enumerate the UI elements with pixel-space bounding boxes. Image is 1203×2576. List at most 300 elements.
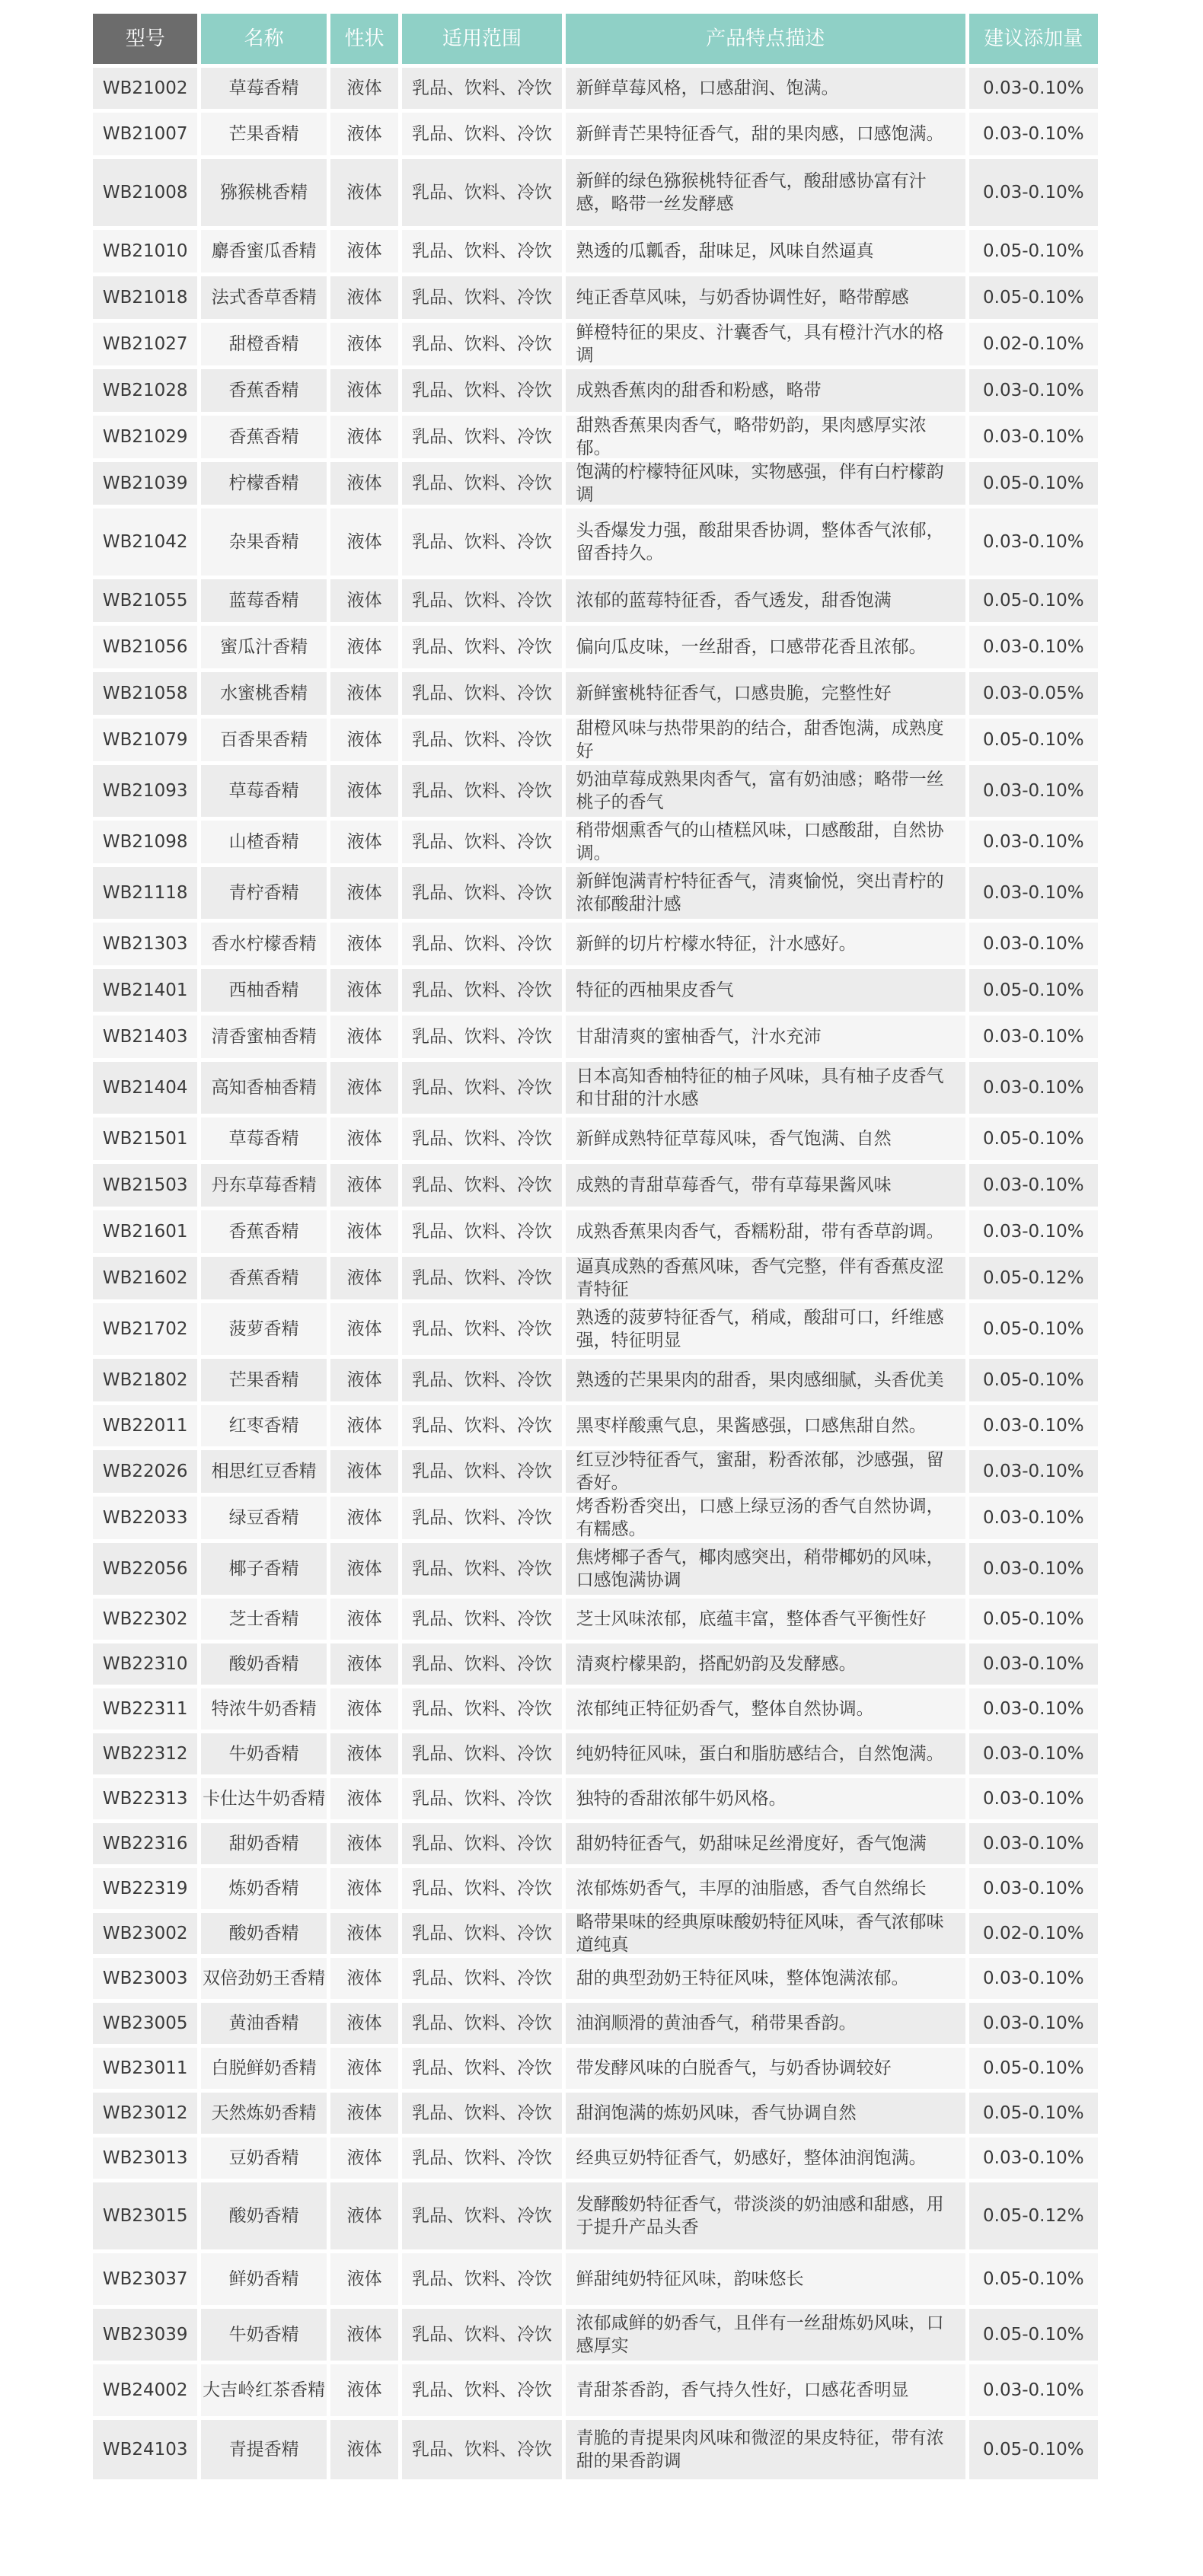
table-row bbox=[93, 1688, 1098, 1730]
cell-model: WB23003 bbox=[93, 1958, 197, 1999]
table-header bbox=[93, 14, 1098, 64]
cell-scope: 乳品、饮料、冷饮 bbox=[402, 2048, 561, 2089]
cell-description: 新鲜蜜桃特征香气，口感贵脆，完整性好 bbox=[566, 672, 965, 715]
cell-state: 液体 bbox=[330, 323, 399, 365]
cell-name: 香水柠檬香精 bbox=[201, 923, 326, 965]
cell-description: 芝士风味浓郁，底蕴丰富，整体香气平衡性好 bbox=[566, 1599, 965, 1640]
cell-description: 新鲜的绿色猕猴桃特征香气，酸甜感协富有汁感，略带一丝发酵感 bbox=[566, 159, 965, 226]
cell-dosage: 0.03-0.10% bbox=[969, 113, 1098, 155]
cell-description: 新鲜成熟特征草莓风味，香气饱满、自然 bbox=[566, 1117, 965, 1160]
cell-model: WB21042 bbox=[93, 509, 197, 575]
table-row bbox=[93, 969, 1098, 1012]
cell-description: 甜奶特征香气，奶甜味足丝滑度好，香气饱满 bbox=[566, 1823, 965, 1864]
table-body bbox=[93, 68, 1098, 2479]
cell-scope: 乳品、饮料、冷饮 bbox=[402, 1210, 561, 1253]
cell-state: 液体 bbox=[330, 1543, 399, 1595]
cell-model: WB21601 bbox=[93, 1210, 197, 1253]
cell-scope: 乳品、饮料、冷饮 bbox=[402, 1643, 561, 1685]
cell-description: 黑枣样酸熏气息，果酱感强，口感焦甜自然。 bbox=[566, 1405, 965, 1446]
cell-state: 液体 bbox=[330, 159, 399, 226]
cell-description: 成熟香蕉肉的甜香和粉感，略带 bbox=[566, 369, 965, 412]
cell-dosage: 0.05-0.10% bbox=[969, 969, 1098, 1012]
cell-state: 液体 bbox=[330, 230, 399, 273]
cell-dosage: 0.03-0.10% bbox=[969, 509, 1098, 575]
header-dosage: 建议添加量 bbox=[969, 14, 1098, 64]
cell-name: 白脱鲜奶香精 bbox=[201, 2048, 326, 2089]
cell-model: WB22312 bbox=[93, 1733, 197, 1774]
table-row bbox=[93, 1257, 1098, 1299]
cell-scope: 乳品、饮料、冷饮 bbox=[402, 416, 561, 458]
table-row bbox=[93, 276, 1098, 319]
cell-dosage: 0.03-0.10% bbox=[969, 416, 1098, 458]
cell-dosage: 0.03-0.10% bbox=[969, 2364, 1098, 2416]
cell-name: 芝士香精 bbox=[201, 1599, 326, 1640]
cell-description: 浓郁纯正特征奶香气，整体自然协调。 bbox=[566, 1688, 965, 1730]
cell-scope: 乳品、饮料、冷饮 bbox=[402, 765, 561, 817]
cell-state: 液体 bbox=[330, 672, 399, 715]
cell-scope: 乳品、饮料、冷饮 bbox=[402, 1958, 561, 1999]
cell-name: 西柚香精 bbox=[201, 969, 326, 1012]
table-row bbox=[93, 2003, 1098, 2044]
table-row bbox=[93, 1913, 1098, 1954]
cell-name: 特浓牛奶香精 bbox=[201, 1688, 326, 1730]
cell-description: 甜润饱满的炼奶风味，香气协调自然 bbox=[566, 2093, 965, 2134]
cell-dosage: 0.03-0.05% bbox=[969, 672, 1098, 715]
cell-name: 牛奶香精 bbox=[201, 2309, 326, 2361]
table-row bbox=[93, 2048, 1098, 2089]
cell-description: 熟透的瓜瓤香，甜味足，风味自然逼真 bbox=[566, 230, 965, 273]
cell-dosage: 0.05-0.10% bbox=[969, 276, 1098, 319]
cell-model: WB21401 bbox=[93, 969, 197, 1012]
cell-description: 新鲜饱满青柠特征香气，清爽愉悦，突出青柠的浓郁酸甜汁感 bbox=[566, 867, 965, 919]
cell-scope: 乳品、饮料、冷饮 bbox=[402, 579, 561, 622]
cell-name: 豆奶香精 bbox=[201, 2138, 326, 2179]
cell-model: WB21602 bbox=[93, 1257, 197, 1299]
cell-name: 香蕉香精 bbox=[201, 1210, 326, 1253]
cell-state: 液体 bbox=[330, 1497, 399, 1539]
cell-scope: 乳品、饮料、冷饮 bbox=[402, 323, 561, 365]
cell-dosage: 0.03-0.10% bbox=[969, 821, 1098, 863]
cell-description: 青甜茶香韵，香气持久性好，口感花香明显 bbox=[566, 2364, 965, 2416]
cell-dosage: 0.03-0.10% bbox=[969, 1497, 1098, 1539]
table-row bbox=[93, 1117, 1098, 1160]
cell-dosage: 0.05-0.10% bbox=[969, 2309, 1098, 2361]
cell-scope: 乳品、饮料、冷饮 bbox=[402, 2182, 561, 2249]
cell-name: 草莓香精 bbox=[201, 68, 326, 109]
cell-scope: 乳品、饮料、冷饮 bbox=[402, 1733, 561, 1774]
cell-state: 液体 bbox=[330, 1778, 399, 1819]
cell-dosage: 0.05-0.10% bbox=[969, 462, 1098, 505]
cell-description: 浓郁咸鲜的奶香气，且伴有一丝甜炼奶风味，口感厚实 bbox=[566, 2309, 965, 2361]
cell-state: 液体 bbox=[330, 969, 399, 1012]
cell-scope: 乳品、饮料、冷饮 bbox=[402, 1359, 561, 1401]
cell-scope: 乳品、饮料、冷饮 bbox=[402, 369, 561, 412]
cell-scope: 乳品、饮料、冷饮 bbox=[402, 719, 561, 761]
cell-description: 特征的西柚果皮香气 bbox=[566, 969, 965, 1012]
cell-dosage: 0.05-0.12% bbox=[969, 2182, 1098, 2249]
cell-state: 液体 bbox=[330, 1210, 399, 1253]
cell-state: 液体 bbox=[330, 765, 399, 817]
cell-model: WB21029 bbox=[93, 416, 197, 458]
cell-model: WB21007 bbox=[93, 113, 197, 155]
cell-model: WB21403 bbox=[93, 1015, 197, 1058]
cell-model: WB21303 bbox=[93, 923, 197, 965]
cell-state: 液体 bbox=[330, 1688, 399, 1730]
cell-description: 熟透的菠萝特征香气，稍咸，酸甜可口，纤维感强，特征明显 bbox=[566, 1303, 965, 1355]
cell-dosage: 0.03-0.10% bbox=[969, 159, 1098, 226]
cell-name: 酸奶香精 bbox=[201, 2182, 326, 2249]
cell-description: 发酵酸奶特征香气，带淡淡的奶油感和甜感，用于提升产品头香 bbox=[566, 2182, 965, 2249]
cell-name: 酸奶香精 bbox=[201, 1643, 326, 1685]
cell-model: WB22026 bbox=[93, 1450, 197, 1493]
cell-state: 液体 bbox=[330, 821, 399, 863]
cell-name: 酸奶香精 bbox=[201, 1913, 326, 1954]
cell-description: 经典豆奶特征香气，奶感好，整体油润饱满。 bbox=[566, 2138, 965, 2179]
cell-model: WB21702 bbox=[93, 1303, 197, 1355]
product-table bbox=[93, 14, 1098, 2483]
cell-scope: 乳品、饮料、冷饮 bbox=[402, 1778, 561, 1819]
cell-model: WB21079 bbox=[93, 719, 197, 761]
cell-dosage: 0.03-0.10% bbox=[969, 1778, 1098, 1819]
cell-description: 逼真成熟的香蕉风味，香气完整，伴有香蕉皮涩青特征 bbox=[566, 1257, 965, 1299]
cell-state: 液体 bbox=[330, 509, 399, 575]
cell-state: 液体 bbox=[330, 1450, 399, 1493]
cell-model: WB21093 bbox=[93, 765, 197, 817]
cell-description: 头香爆发力强，酸甜果香协调，整体香气浓郁，留香持久。 bbox=[566, 509, 965, 575]
table-row bbox=[93, 2253, 1098, 2305]
cell-name: 青提香精 bbox=[201, 2420, 326, 2479]
cell-dosage: 0.05-0.10% bbox=[969, 2048, 1098, 2089]
table-row bbox=[93, 2364, 1098, 2416]
cell-scope: 乳品、饮料、冷饮 bbox=[402, 2309, 561, 2361]
cell-model: WB22313 bbox=[93, 1778, 197, 1819]
cell-model: WB21056 bbox=[93, 626, 197, 668]
cell-name: 蓝莓香精 bbox=[201, 579, 326, 622]
cell-name: 山楂香精 bbox=[201, 821, 326, 863]
cell-dosage: 0.03-0.10% bbox=[969, 1688, 1098, 1730]
cell-dosage: 0.05-0.10% bbox=[969, 2093, 1098, 2134]
table-row bbox=[93, 2309, 1098, 2361]
cell-name: 黄油香精 bbox=[201, 2003, 326, 2044]
cell-dosage: 0.03-0.10% bbox=[969, 1405, 1098, 1446]
table-row bbox=[93, 1599, 1098, 1640]
cell-name: 双倍劲奶王香精 bbox=[201, 1958, 326, 1999]
table-row bbox=[93, 626, 1098, 668]
table-row bbox=[93, 867, 1098, 919]
table-row bbox=[93, 1359, 1098, 1401]
cell-description: 独特的香甜浓郁牛奶风格。 bbox=[566, 1778, 965, 1819]
cell-name: 卡仕达牛奶香精 bbox=[201, 1778, 326, 1819]
cell-dosage: 0.03-0.10% bbox=[969, 1733, 1098, 1774]
cell-scope: 乳品、饮料、冷饮 bbox=[402, 276, 561, 319]
cell-state: 液体 bbox=[330, 2048, 399, 2089]
table-row bbox=[93, 1450, 1098, 1493]
cell-dosage: 0.03-0.10% bbox=[969, 369, 1098, 412]
cell-name: 芒果香精 bbox=[201, 113, 326, 155]
cell-name: 绿豆香精 bbox=[201, 1497, 326, 1539]
cell-model: WB21501 bbox=[93, 1117, 197, 1160]
cell-state: 液体 bbox=[330, 1062, 399, 1114]
table-row bbox=[93, 2420, 1098, 2479]
header-model: 型号 bbox=[93, 14, 197, 64]
cell-model: WB23012 bbox=[93, 2093, 197, 2134]
cell-model: WB21002 bbox=[93, 68, 197, 109]
cell-name: 香蕉香精 bbox=[201, 1257, 326, 1299]
table-row bbox=[93, 1868, 1098, 1909]
cell-model: WB23037 bbox=[93, 2253, 197, 2305]
cell-description: 新鲜青芒果特征香气，甜的果肉感，口感饱满。 bbox=[566, 113, 965, 155]
cell-name: 甜橙香精 bbox=[201, 323, 326, 365]
header-scope: 适用范围 bbox=[402, 14, 561, 64]
table-row bbox=[93, 1497, 1098, 1539]
table-row bbox=[93, 1164, 1098, 1207]
cell-dosage: 0.05-0.10% bbox=[969, 2253, 1098, 2305]
cell-dosage: 0.05-0.12% bbox=[969, 1257, 1098, 1299]
cell-scope: 乳品、饮料、冷饮 bbox=[402, 1868, 561, 1909]
cell-description: 日本高知香柚特征的柚子风味，具有柚子皮香气和甘甜的汁水感 bbox=[566, 1062, 965, 1114]
table-row bbox=[93, 2093, 1098, 2134]
cell-dosage: 0.03-0.10% bbox=[969, 1543, 1098, 1595]
cell-scope: 乳品、饮料、冷饮 bbox=[402, 68, 561, 109]
cell-dosage: 0.03-0.10% bbox=[969, 68, 1098, 109]
cell-name: 牛奶香精 bbox=[201, 1733, 326, 1774]
cell-name: 芒果香精 bbox=[201, 1359, 326, 1401]
cell-dosage: 0.03-0.10% bbox=[969, 1450, 1098, 1493]
cell-scope: 乳品、饮料、冷饮 bbox=[402, 1913, 561, 1954]
cell-model: WB23013 bbox=[93, 2138, 197, 2179]
cell-dosage: 0.02-0.10% bbox=[969, 1913, 1098, 1954]
cell-dosage: 0.03-0.10% bbox=[969, 1643, 1098, 1685]
cell-state: 液体 bbox=[330, 416, 399, 458]
table-row bbox=[93, 1015, 1098, 1058]
table-row bbox=[93, 68, 1098, 109]
cell-description: 偏向瓜皮味，一丝甜香，口感带花香且浓郁。 bbox=[566, 626, 965, 668]
cell-model: WB24002 bbox=[93, 2364, 197, 2416]
cell-model: WB22011 bbox=[93, 1405, 197, 1446]
cell-state: 液体 bbox=[330, 1733, 399, 1774]
cell-description: 带发酵风味的白脱香气，与奶香协调较好 bbox=[566, 2048, 965, 2089]
table-row bbox=[93, 1643, 1098, 1685]
cell-scope: 乳品、饮料、冷饮 bbox=[402, 509, 561, 575]
cell-state: 液体 bbox=[330, 923, 399, 965]
table-row bbox=[93, 1543, 1098, 1595]
cell-scope: 乳品、饮料、冷饮 bbox=[402, 2003, 561, 2044]
cell-description: 饱满的柠檬特征风味，实物感强，伴有白柠檬韵调 bbox=[566, 462, 965, 505]
table-row bbox=[93, 230, 1098, 273]
cell-state: 液体 bbox=[330, 462, 399, 505]
table-row bbox=[93, 1303, 1098, 1355]
cell-scope: 乳品、饮料、冷饮 bbox=[402, 2420, 561, 2479]
cell-model: WB21008 bbox=[93, 159, 197, 226]
cell-scope: 乳品、饮料、冷饮 bbox=[402, 113, 561, 155]
cell-scope: 乳品、饮料、冷饮 bbox=[402, 230, 561, 273]
cell-dosage: 0.05-0.10% bbox=[969, 2420, 1098, 2479]
cell-scope: 乳品、饮料、冷饮 bbox=[402, 867, 561, 919]
cell-name: 麝香蜜瓜香精 bbox=[201, 230, 326, 273]
table-row bbox=[93, 416, 1098, 458]
cell-name: 猕猴桃香精 bbox=[201, 159, 326, 226]
cell-name: 天然炼奶香精 bbox=[201, 2093, 326, 2134]
table-row bbox=[93, 2138, 1098, 2179]
cell-state: 液体 bbox=[330, 2093, 399, 2134]
cell-model: WB23015 bbox=[93, 2182, 197, 2249]
cell-state: 液体 bbox=[330, 2138, 399, 2179]
cell-dosage: 0.05-0.10% bbox=[969, 719, 1098, 761]
cell-model: WB24103 bbox=[93, 2420, 197, 2479]
cell-dosage: 0.03-0.10% bbox=[969, 1823, 1098, 1864]
cell-description: 鲜甜纯奶特征风味，韵味悠长 bbox=[566, 2253, 965, 2305]
cell-dosage: 0.05-0.10% bbox=[969, 1599, 1098, 1640]
cell-state: 液体 bbox=[330, 579, 399, 622]
table-row bbox=[93, 323, 1098, 365]
cell-model: WB21802 bbox=[93, 1359, 197, 1401]
cell-description: 奶油草莓成熟果肉香气，富有奶油感；略带一丝桃子的香气 bbox=[566, 765, 965, 817]
table-row bbox=[93, 462, 1098, 505]
cell-model: WB22033 bbox=[93, 1497, 197, 1539]
cell-scope: 乳品、饮料、冷饮 bbox=[402, 923, 561, 965]
cell-state: 液体 bbox=[330, 1868, 399, 1909]
cell-scope: 乳品、饮料、冷饮 bbox=[402, 1599, 561, 1640]
cell-model: WB22056 bbox=[93, 1543, 197, 1595]
cell-state: 液体 bbox=[330, 2182, 399, 2249]
table-row bbox=[93, 1062, 1098, 1114]
cell-scope: 乳品、饮料、冷饮 bbox=[402, 462, 561, 505]
cell-state: 液体 bbox=[330, 2420, 399, 2479]
cell-state: 液体 bbox=[330, 369, 399, 412]
cell-scope: 乳品、饮料、冷饮 bbox=[402, 626, 561, 668]
cell-state: 液体 bbox=[330, 719, 399, 761]
cell-scope: 乳品、饮料、冷饮 bbox=[402, 1823, 561, 1864]
cell-model: WB23039 bbox=[93, 2309, 197, 2361]
cell-name: 水蜜桃香精 bbox=[201, 672, 326, 715]
cell-description: 油润顺滑的黄油香气，稍带果香韵。 bbox=[566, 2003, 965, 2044]
cell-name: 炼奶香精 bbox=[201, 1868, 326, 1909]
cell-name: 椰子香精 bbox=[201, 1543, 326, 1595]
cell-description: 成熟的青甜草莓香气，带有草莓果酱风味 bbox=[566, 1164, 965, 1207]
cell-state: 液体 bbox=[330, 2364, 399, 2416]
table-row bbox=[93, 2182, 1098, 2249]
cell-name: 丹东草莓香精 bbox=[201, 1164, 326, 1207]
cell-name: 甜奶香精 bbox=[201, 1823, 326, 1864]
cell-scope: 乳品、饮料、冷饮 bbox=[402, 969, 561, 1012]
cell-model: WB21010 bbox=[93, 230, 197, 273]
cell-description: 红豆沙特征香气，蜜甜，粉香浓郁，沙感强，留香好。 bbox=[566, 1450, 965, 1493]
cell-description: 清爽柠檬果韵，搭配奶韵及发酵感。 bbox=[566, 1643, 965, 1685]
cell-scope: 乳品、饮料、冷饮 bbox=[402, 2093, 561, 2134]
cell-description: 甜熟香蕉果肉香气，略带奶韵，果肉感厚实浓郁。 bbox=[566, 416, 965, 458]
table-row bbox=[93, 1405, 1098, 1446]
cell-model: WB22319 bbox=[93, 1868, 197, 1909]
cell-description: 浓郁的蓝莓特征香，香气透发，甜香饱满 bbox=[566, 579, 965, 622]
cell-name: 鲜奶香精 bbox=[201, 2253, 326, 2305]
cell-description: 甘甜清爽的蜜柚香气，汁水充沛 bbox=[566, 1015, 965, 1058]
table-row bbox=[93, 159, 1098, 226]
cell-scope: 乳品、饮料、冷饮 bbox=[402, 1164, 561, 1207]
cell-scope: 乳品、饮料、冷饮 bbox=[402, 1688, 561, 1730]
cell-state: 液体 bbox=[330, 1958, 399, 1999]
cell-dosage: 0.03-0.10% bbox=[969, 1958, 1098, 1999]
cell-dosage: 0.03-0.10% bbox=[969, 626, 1098, 668]
cell-scope: 乳品、饮料、冷饮 bbox=[402, 159, 561, 226]
cell-dosage: 0.03-0.10% bbox=[969, 1015, 1098, 1058]
cell-model: WB22316 bbox=[93, 1823, 197, 1864]
cell-dosage: 0.03-0.10% bbox=[969, 1164, 1098, 1207]
cell-description: 稍带烟熏香气的山楂糕风味，口感酸甜，自然协调。 bbox=[566, 821, 965, 863]
table-row bbox=[93, 579, 1098, 622]
cell-name: 红枣香精 bbox=[201, 1405, 326, 1446]
table-row bbox=[93, 1210, 1098, 1253]
cell-scope: 乳品、饮料、冷饮 bbox=[402, 2364, 561, 2416]
cell-description: 纯奶特征风味，蛋白和脂肪感结合，自然饱满。 bbox=[566, 1733, 965, 1774]
cell-state: 液体 bbox=[330, 1117, 399, 1160]
cell-name: 法式香草香精 bbox=[201, 276, 326, 319]
cell-model: WB21028 bbox=[93, 369, 197, 412]
cell-name: 柠檬香精 bbox=[201, 462, 326, 505]
header-name: 名称 bbox=[201, 14, 326, 64]
cell-description: 甜橙风味与热带果韵的结合，甜香饱满，成熟度好 bbox=[566, 719, 965, 761]
cell-scope: 乳品、饮料、冷饮 bbox=[402, 672, 561, 715]
cell-model: WB21503 bbox=[93, 1164, 197, 1207]
cell-description: 焦烤椰子香气，椰肉感突出，稍带椰奶的风味，口感饱满协调 bbox=[566, 1543, 965, 1595]
cell-model: WB21018 bbox=[93, 276, 197, 319]
cell-scope: 乳品、饮料、冷饮 bbox=[402, 1497, 561, 1539]
cell-description: 新鲜的切片柠檬水特征，汁水感好。 bbox=[566, 923, 965, 965]
cell-state: 液体 bbox=[330, 626, 399, 668]
cell-scope: 乳品、饮料、冷饮 bbox=[402, 1543, 561, 1595]
cell-model: WB21027 bbox=[93, 323, 197, 365]
cell-model: WB22302 bbox=[93, 1599, 197, 1640]
table-row bbox=[93, 1733, 1098, 1774]
table-row bbox=[93, 369, 1098, 412]
cell-model: WB21055 bbox=[93, 579, 197, 622]
cell-scope: 乳品、饮料、冷饮 bbox=[402, 1405, 561, 1446]
cell-model: WB23011 bbox=[93, 2048, 197, 2089]
cell-dosage: 0.05-0.10% bbox=[969, 230, 1098, 273]
cell-name: 百香果香精 bbox=[201, 719, 326, 761]
cell-state: 液体 bbox=[330, 1359, 399, 1401]
cell-state: 液体 bbox=[330, 2003, 399, 2044]
cell-state: 液体 bbox=[330, 1823, 399, 1864]
cell-dosage: 0.03-0.10% bbox=[969, 2138, 1098, 2179]
cell-dosage: 0.03-0.10% bbox=[969, 867, 1098, 919]
cell-model: WB23005 bbox=[93, 2003, 197, 2044]
cell-dosage: 0.03-0.10% bbox=[969, 1062, 1098, 1114]
cell-dosage: 0.03-0.10% bbox=[969, 923, 1098, 965]
cell-state: 液体 bbox=[330, 1599, 399, 1640]
cell-state: 液体 bbox=[330, 1405, 399, 1446]
cell-dosage: 0.03-0.10% bbox=[969, 1868, 1098, 1909]
cell-name: 菠萝香精 bbox=[201, 1303, 326, 1355]
cell-description: 青脆的青提果肉风味和微涩的果皮特征，带有浓甜的果香韵调 bbox=[566, 2420, 965, 2479]
cell-name: 青柠香精 bbox=[201, 867, 326, 919]
cell-state: 液体 bbox=[330, 1257, 399, 1299]
cell-state: 液体 bbox=[330, 867, 399, 919]
cell-model: WB21058 bbox=[93, 672, 197, 715]
cell-scope: 乳品、饮料、冷饮 bbox=[402, 1015, 561, 1058]
cell-model: WB21404 bbox=[93, 1062, 197, 1114]
table-row bbox=[93, 672, 1098, 715]
cell-state: 液体 bbox=[330, 1015, 399, 1058]
cell-name: 香蕉香精 bbox=[201, 369, 326, 412]
table-row bbox=[93, 821, 1098, 863]
cell-scope: 乳品、饮料、冷饮 bbox=[402, 1303, 561, 1355]
cell-model: WB22310 bbox=[93, 1643, 197, 1685]
cell-state: 液体 bbox=[330, 2309, 399, 2361]
cell-description: 烤香粉香突出，口感上绿豆汤的香气自然协调，有糯感。 bbox=[566, 1497, 965, 1539]
table-row bbox=[93, 1778, 1098, 1819]
table-row bbox=[93, 1823, 1098, 1864]
header-state: 性状 bbox=[330, 14, 399, 64]
